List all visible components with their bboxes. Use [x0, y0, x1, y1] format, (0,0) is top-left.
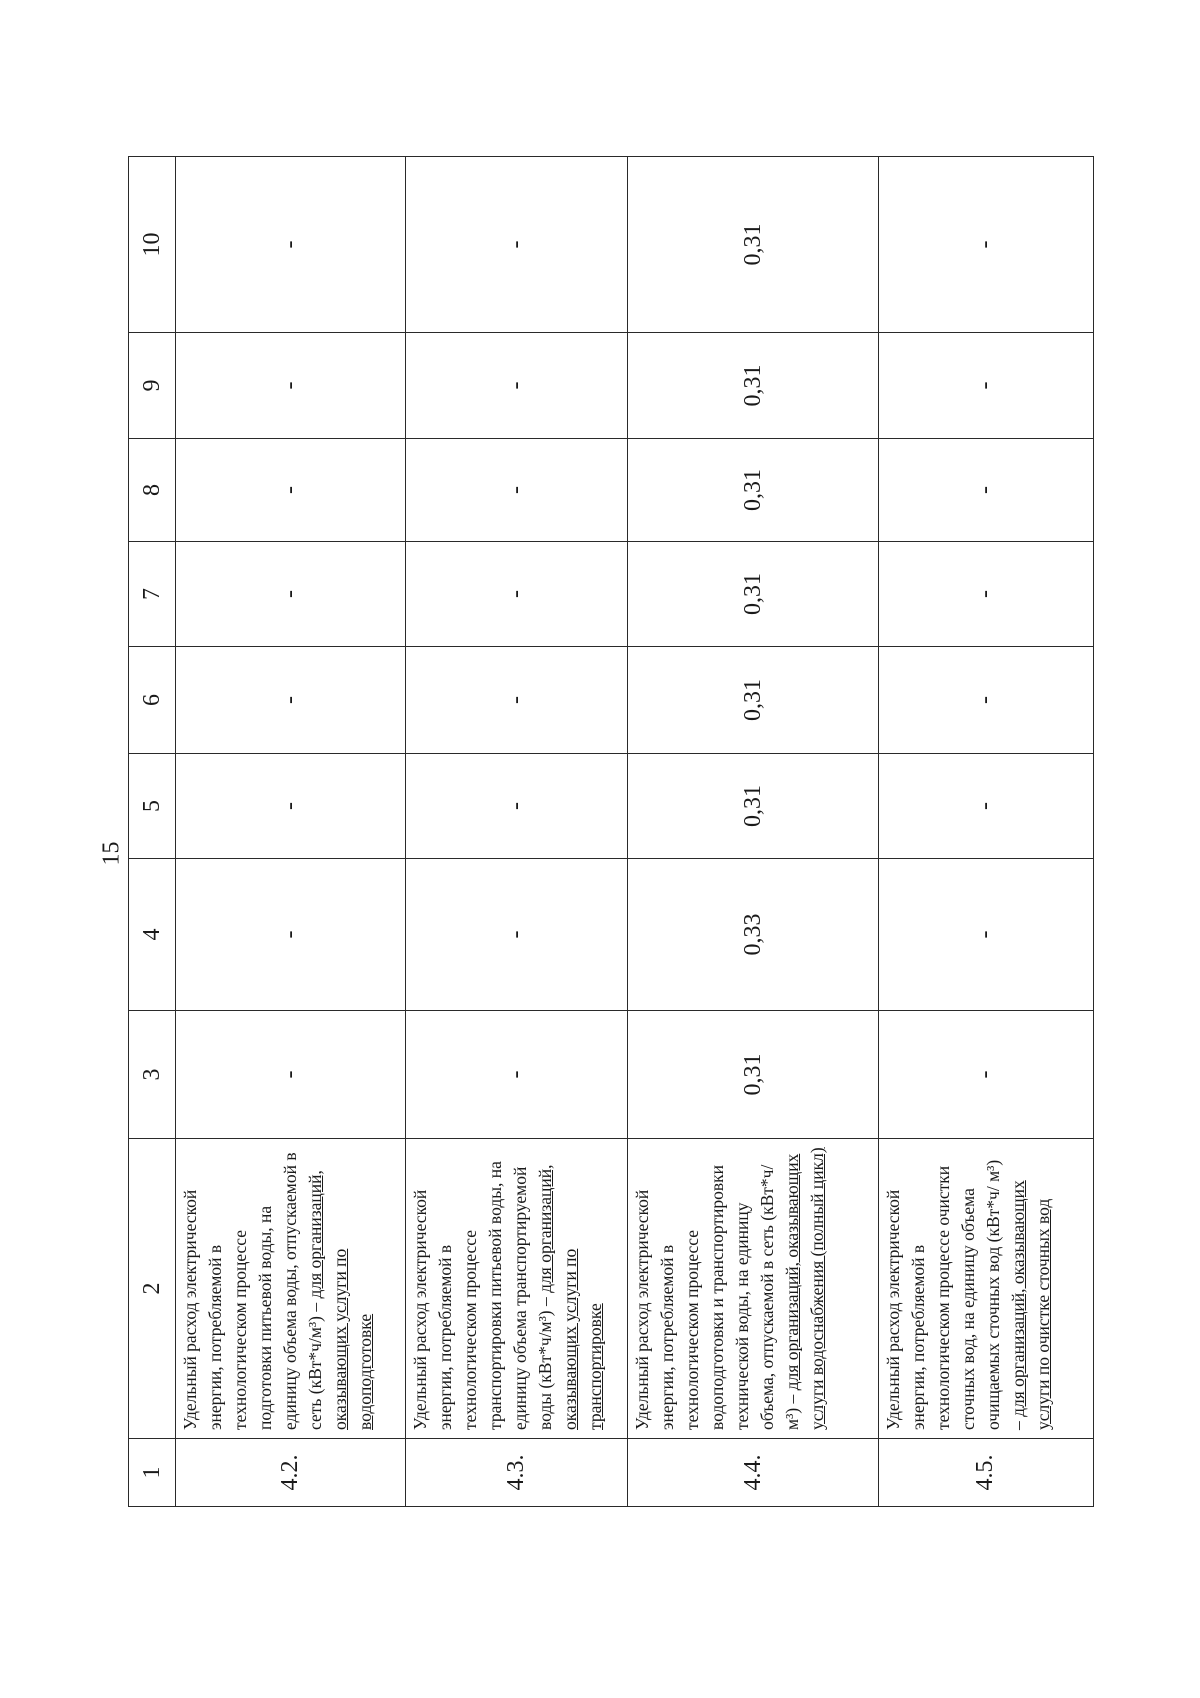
value-cell: -: [878, 157, 1093, 333]
value-cell: -: [176, 333, 406, 439]
row-description: [406, 1139, 628, 1439]
value-cell: 0,31: [628, 542, 878, 647]
column-header: 7: [129, 542, 176, 647]
value-cell: -: [406, 1011, 628, 1139]
column-header: 4: [129, 859, 176, 1011]
value-cell: -: [176, 439, 406, 542]
column-header: 6: [129, 647, 176, 754]
table-row: [628, 157, 878, 1507]
description-text: Удельный расход электрической энергии, потребляемой в технологическом процессе подготовки питьевой воды, на единицу объема воды, отпускаемой в сеть (кВт*ч/м³) –: [180, 1152, 325, 1430]
value-cell: 0,33: [628, 859, 878, 1011]
value-cell: 0,31: [628, 157, 878, 333]
row-number: 4.2.: [176, 1439, 406, 1507]
value-cell: -: [176, 542, 406, 647]
value-cell: -: [406, 647, 628, 754]
indicators-table: [128, 156, 1094, 1507]
table-row: [176, 157, 406, 1507]
column-header: 3: [129, 1011, 176, 1139]
value-cell: -: [878, 333, 1093, 439]
column-header: 2: [129, 1139, 176, 1439]
column-header: 10: [129, 157, 176, 333]
row-number: 4.3.: [406, 1439, 628, 1507]
value-cell: 0,31: [628, 647, 878, 754]
value-cell: -: [176, 859, 406, 1011]
header-row: [129, 157, 176, 1507]
value-cell: -: [878, 754, 1093, 859]
value-cell: -: [176, 157, 406, 333]
value-cell: -: [406, 439, 628, 542]
value-cell: -: [176, 1011, 406, 1139]
value-cell: -: [878, 647, 1093, 754]
description-underlined: для организаций, оказывающих услуги по водоподготовке: [305, 1170, 375, 1430]
value-cell: 0,31: [628, 439, 878, 542]
value-cell: -: [406, 754, 628, 859]
row-number: 4.4.: [628, 1439, 878, 1507]
row-description: [628, 1139, 878, 1439]
value-cell: 0,31: [628, 333, 878, 439]
column-header: 8: [129, 439, 176, 542]
row-number: 4.5.: [878, 1439, 1093, 1507]
rotated-table-frame: [128, 157, 1094, 1507]
value-cell: -: [406, 333, 628, 439]
value-cell: -: [406, 542, 628, 647]
page-number: 15: [98, 841, 125, 866]
table-row: [878, 157, 1093, 1507]
value-cell: -: [878, 542, 1093, 647]
value-cell: -: [878, 859, 1093, 1011]
value-cell: -: [176, 754, 406, 859]
value-cell: -: [878, 1011, 1093, 1139]
column-header: 5: [129, 754, 176, 859]
description-underlined: для организаций, оказывающих услуги по очистке сточных вод: [1007, 1180, 1053, 1430]
value-cell: 0,31: [628, 754, 878, 859]
value-cell: -: [878, 439, 1093, 542]
value-cell: -: [406, 859, 628, 1011]
description-text: Удельный расход электрической энергии, потребляемой в технологическом процессе транспортировки питьевой воды, на единицу объема транспортируемой воды (кВт*ч/м³) –: [410, 1161, 556, 1430]
row-description: [176, 1139, 406, 1439]
row-description: [878, 1139, 1093, 1439]
table-row: [406, 157, 628, 1507]
value-cell: 0,31: [628, 1011, 878, 1139]
description-underlined: для организаций, оказывающих услуги водоснабжения (полный цикл): [782, 1147, 828, 1430]
description-text: Удельный расход электрической энергии, потребляемой в технологическом процессе очистки сточных вод, на единицу объема очищаемых сточных вод (кВт*ч/ м³) –: [882, 1159, 1028, 1430]
column-header: 1: [129, 1439, 176, 1507]
value-cell: -: [176, 647, 406, 754]
description-text: Удельный расход электрической энергии, потребляемой в технологическом процессе водоподготовки и транспортировки технической воды, на единицу объема, отпускаемой в сеть (кВт*ч/м³) –: [632, 1164, 803, 1430]
column-header: 9: [129, 333, 176, 439]
description-underlined: для организаций, оказывающих услуги по транспортировке: [535, 1164, 606, 1430]
value-cell: -: [406, 157, 628, 333]
